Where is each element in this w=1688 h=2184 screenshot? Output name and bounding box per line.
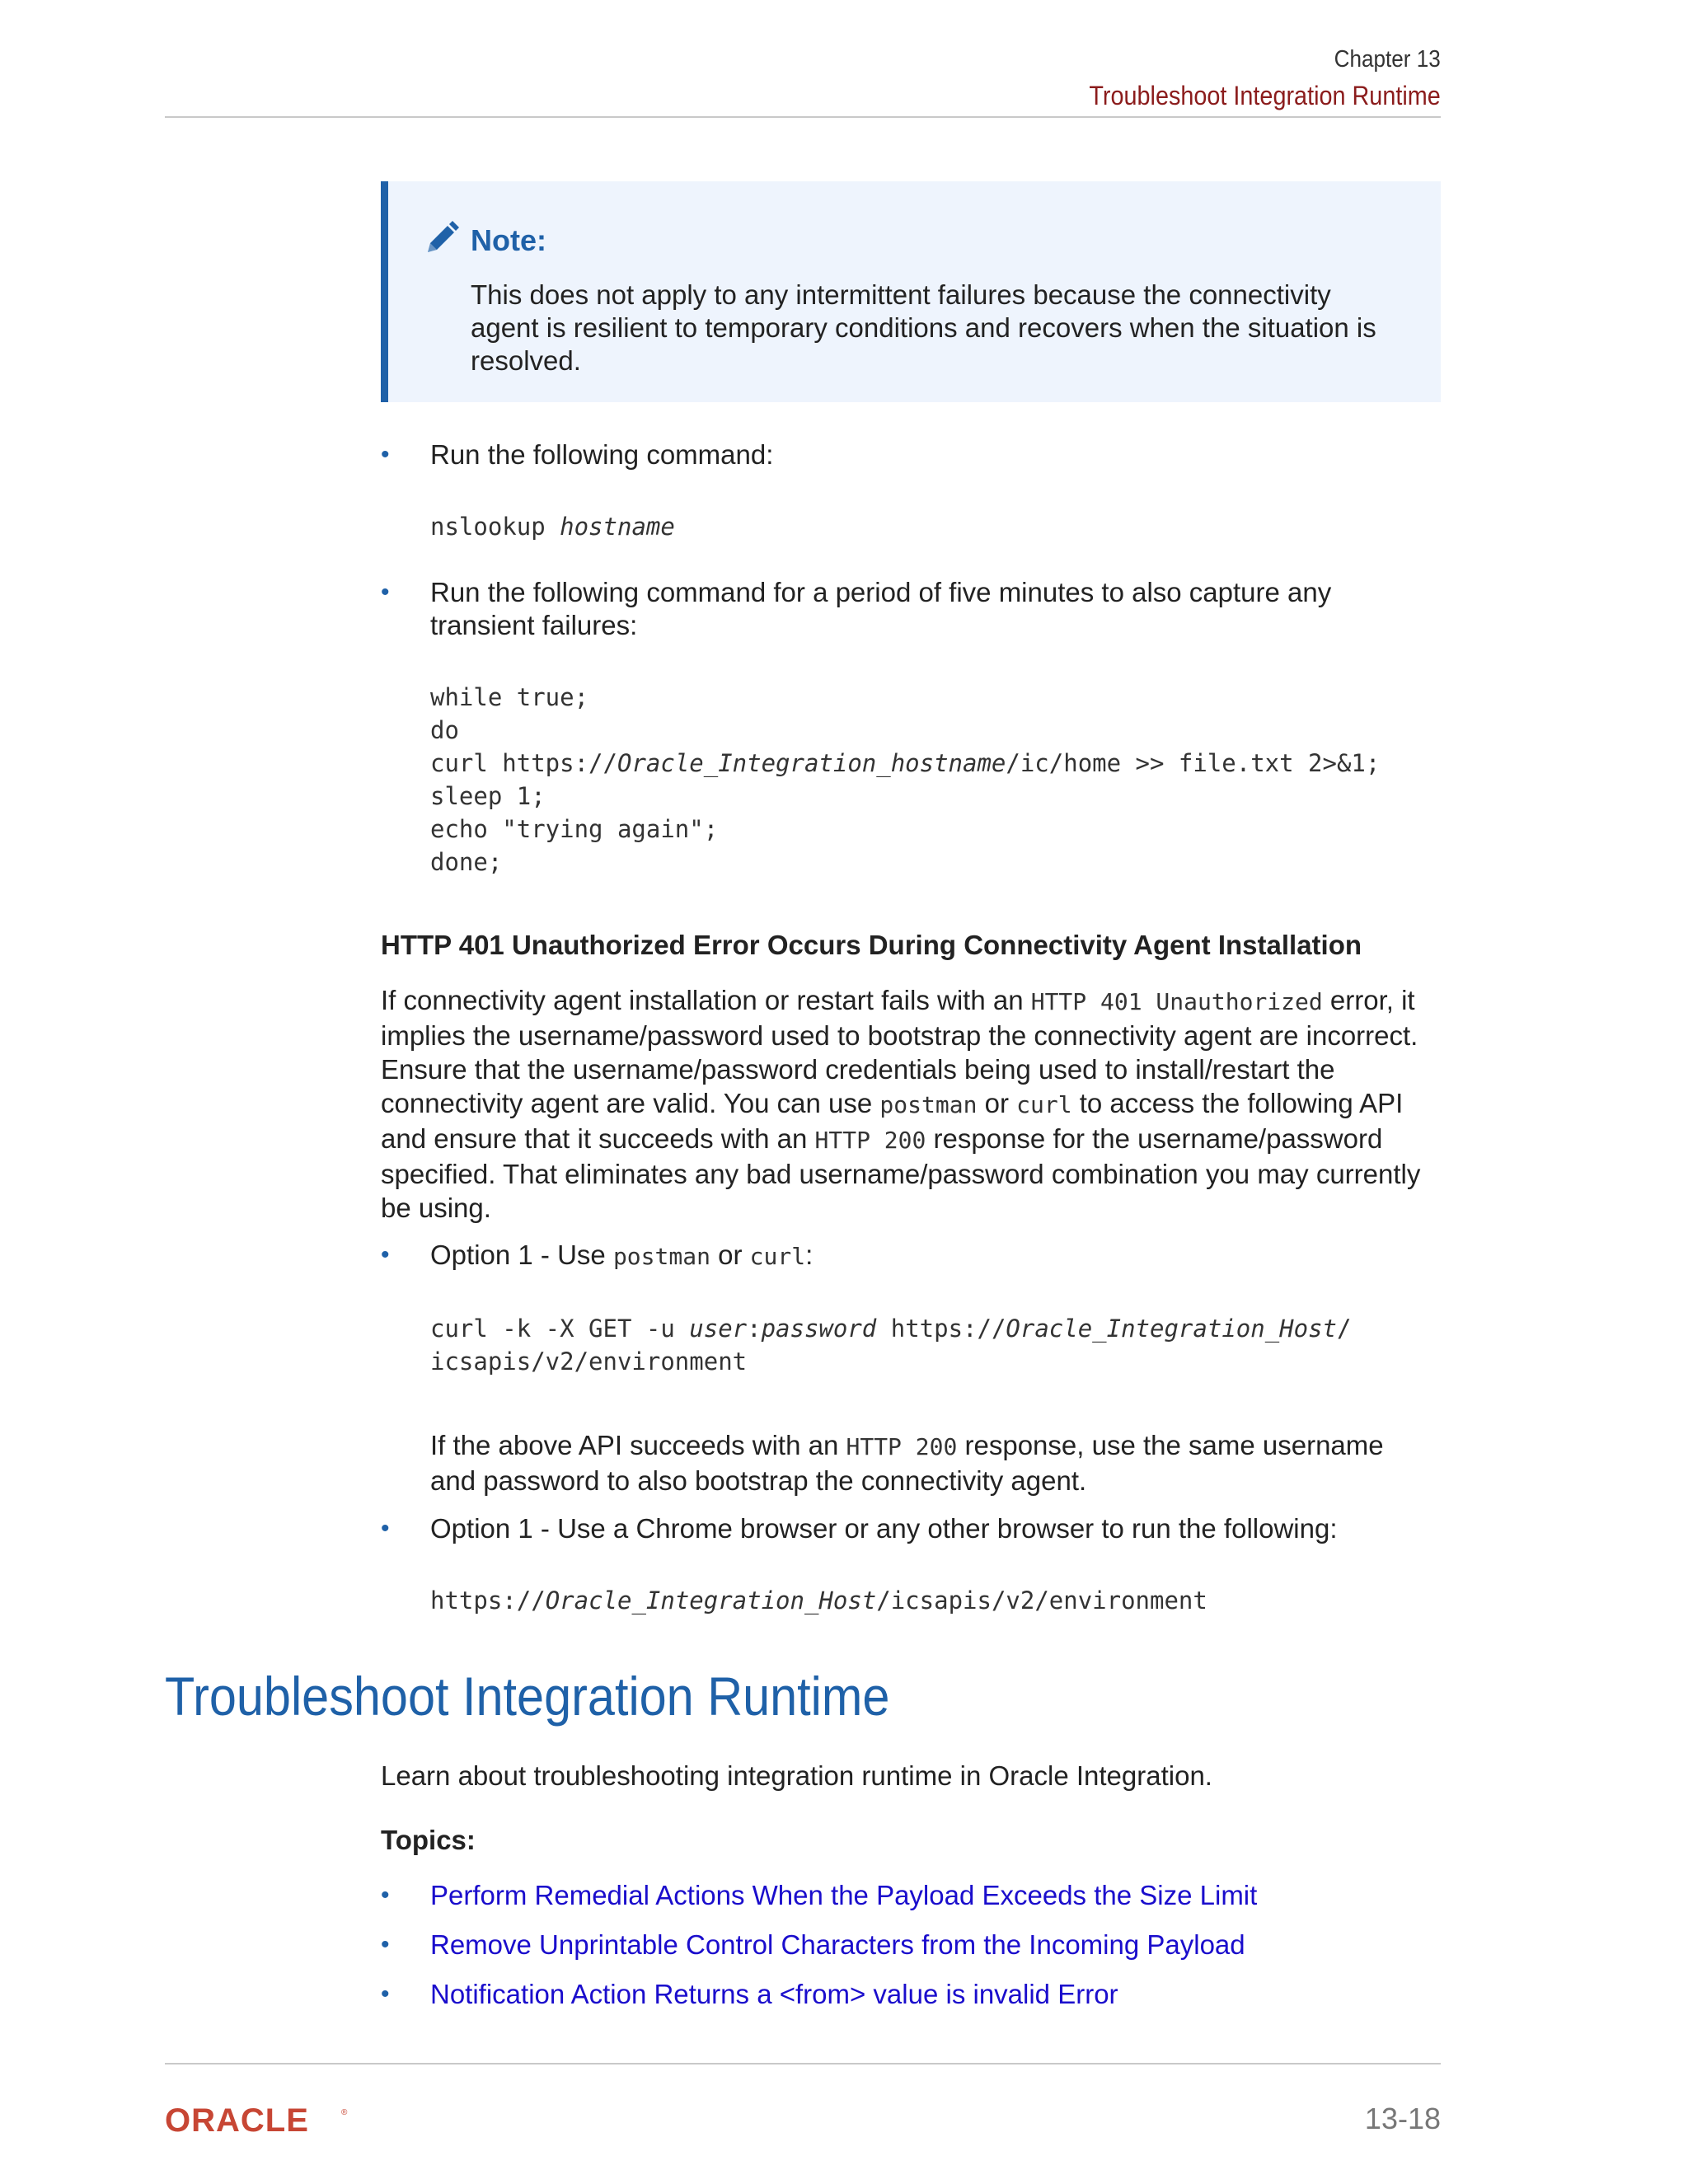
inline-code: curl	[749, 1243, 806, 1270]
text-run: Option 1 - Use	[430, 1240, 613, 1270]
text-run: If the above API succeeds with an	[430, 1430, 846, 1460]
note-heading	[423, 219, 546, 261]
code-block-nslookup	[430, 510, 675, 543]
code-text: /	[1337, 1315, 1352, 1343]
text-run: or	[710, 1240, 750, 1270]
header-section-title: Troubleshoot Integration Runtime	[1089, 81, 1441, 110]
oracle-logo-text: ORACLE	[165, 2103, 309, 2136]
code-line: while true;	[430, 683, 589, 711]
text-run: error, it implies the username/password used to bootstrap the connectivity agent are incorrect. Ensure that the username/password credentials being used to install/restart the connectivity agent are valid. You can use	[381, 985, 1418, 1118]
oracle-logo	[165, 2103, 354, 2140]
subsection-heading: HTTP 401 Unauthorized Error Occurs During Connectivity Agent Installation	[381, 930, 1362, 960]
code-placeholder: hostname	[560, 513, 675, 541]
paragraph-after-api	[430, 1428, 1403, 1497]
list-item-text: Run the following command for a period of five minutes to also capture any transient failures:	[430, 577, 1332, 640]
bullet-icon: •	[381, 1980, 390, 2008]
code-text: https://	[430, 1586, 546, 1615]
text-run: or	[977, 1088, 1017, 1118]
code-line: sleep 1;	[430, 782, 546, 810]
code-block-url	[430, 1584, 1207, 1617]
code-line: echo "trying again";	[430, 815, 719, 843]
code-placeholder: Oracle_Integration_Host	[1006, 1315, 1337, 1343]
chapter-label: Chapter 13	[1334, 46, 1441, 73]
header-rule	[165, 116, 1441, 118]
code-line: do	[430, 716, 459, 744]
list-item-text	[430, 1239, 1441, 1273]
list-item-text: Run the following command:	[430, 439, 774, 470]
text-run: to access the following API and ensure that it succeeds with an	[381, 1088, 1404, 1154]
code-block-curl-get	[430, 1312, 1351, 1378]
inline-code: postman	[612, 1243, 710, 1270]
note-text: This does not apply to any intermittent failures because the connectivity agent is resilient to temporary conditions and recovers when the situation is resolved.	[471, 279, 1376, 376]
text-run: :	[805, 1240, 814, 1270]
topic-link[interactable]: Perform Remedial Actions When the Payload Exceeds the Size Limit	[430, 1880, 1258, 1910]
code-placeholder: Oracle_Integration_hostname	[617, 749, 1006, 777]
section-heading: Troubleshoot Integration Runtime	[165, 1666, 890, 1727]
code-text: curl https://	[430, 749, 617, 777]
pencil-icon	[423, 219, 461, 261]
page-number: 13-18	[1364, 2102, 1441, 2135]
text-run: response, use the same username and password to also bootstrap the connectivity agent.	[430, 1430, 1384, 1496]
code-text: https://	[876, 1315, 1006, 1343]
bullet-icon: •	[381, 579, 390, 606]
inline-code: HTTP 200	[846, 1433, 958, 1460]
svg-text:®: ®	[341, 2108, 348, 2117]
bullet-icon: •	[381, 1882, 390, 1909]
code-text: :	[747, 1315, 762, 1343]
code-placeholder: password	[761, 1315, 877, 1343]
section-intro: Learn about troubleshooting integration runtime in Oracle Integration.	[381, 1760, 1212, 1791]
inline-code: postman	[879, 1091, 978, 1118]
code-text: nslookup	[430, 513, 560, 541]
topic-link[interactable]: Remove Unprintable Control Characters from the Incoming Payload	[430, 1929, 1245, 1960]
bullet-icon: •	[381, 441, 390, 468]
list-item-text: Option 1 - Use a Chrome browser or any other browser to run the following:	[430, 1513, 1338, 1544]
code-line: icsapis/v2/environment	[430, 1347, 748, 1376]
code-text: curl -k -X GET -u	[430, 1315, 690, 1343]
bullet-icon: •	[381, 1931, 390, 1958]
footer-rule	[165, 2063, 1441, 2064]
note-box	[381, 181, 1441, 402]
code-placeholder: Oracle_Integration_Host	[545, 1586, 877, 1615]
code-line: done;	[430, 848, 503, 876]
topic-link[interactable]: Notification Action Returns a <from> value is invalid Error	[430, 1979, 1118, 2009]
code-text: /icsapis/v2/environment	[876, 1586, 1207, 1615]
inline-code: HTTP 401 Unauthorized	[1030, 988, 1323, 1015]
paragraph-http401	[381, 983, 1441, 1225]
inline-code: HTTP 200	[814, 1127, 926, 1154]
code-placeholder: user	[689, 1315, 748, 1343]
code-block-curl-loop	[430, 681, 1380, 879]
inline-code: curl	[1016, 1091, 1072, 1118]
code-text: /ic/home >> file.txt 2>&1;	[1006, 749, 1381, 777]
text-run: If connectivity agent installation or restart fails with an	[381, 985, 1031, 1015]
note-label: Note:	[471, 223, 546, 257]
running-header	[1090, 43, 1441, 112]
text-run: response for the username/password specified. That eliminates any bad username/password combination you may currently be using.	[381, 1123, 1421, 1223]
bullet-icon: •	[381, 1241, 390, 1268]
topics-label: Topics:	[381, 1825, 476, 1855]
bullet-icon: •	[381, 1515, 390, 1542]
